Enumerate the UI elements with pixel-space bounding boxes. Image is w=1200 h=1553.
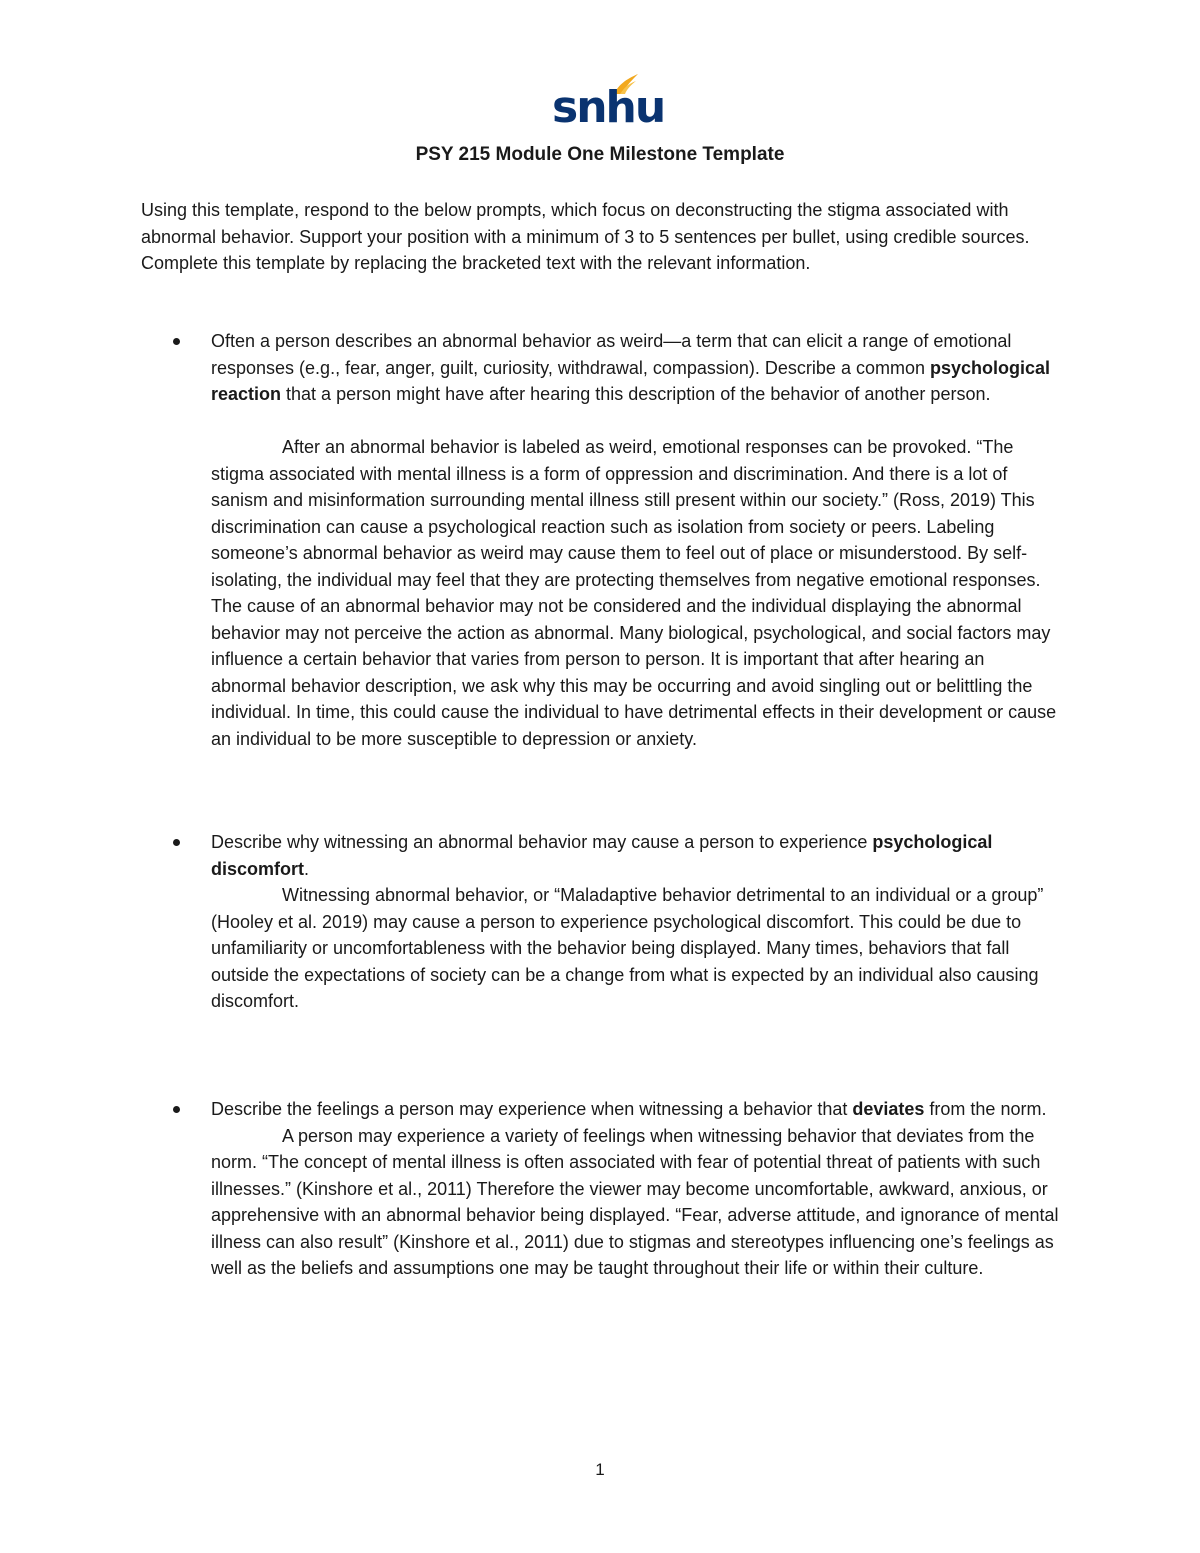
bullet-icon <box>173 839 180 846</box>
prompt-emphasis: psychological discomfort <box>211 832 993 879</box>
prompt-emphasis: deviates <box>852 1099 925 1119</box>
bullet-item <box>211 328 1061 752</box>
prompt-emphasis: psychological reaction <box>211 357 1051 404</box>
bullet-item <box>211 1096 1061 1282</box>
intro-paragraph: Using this template, respond to the below prompts, which focus on deconstructing the stigma associated with abnormal behavior. Support your position with a minimum of 3 to 5 sentences per bullet, using credible sources. Complete this template by replacing the bracketed text with the relevant information. <box>141 200 1030 273</box>
bullet-item <box>211 829 1061 1015</box>
bullet-answer: Witnessing abnormal behavior, or “Maladaptive behavior detrimental to an individual or a group” (Hooley et al. 2019) may cause a person to experience psychological discomfort. This could be due to unfamiliarity or uncomfortableness with the behavior being displayed. Many times, behaviors that fall outside the expectations of society can be a change from what is expected by an individual also causing discomfort. <box>211 885 1044 1011</box>
logo-text: snhu <box>552 82 665 133</box>
bullet-prompt: Often a person describes an abnormal behavior as weird—a term that can elicit a range of emotional responses (e.g., fear, anger, guilt, curiosity, withdrawal, compassion). Describe a common psychological reaction that a person might have after hearing this description of the behavior of another person. <box>211 331 1051 404</box>
bullet-icon <box>173 1106 180 1113</box>
bullet-prompt: Describe the feelings a person may experience when witnessing a behavior that deviates from the norm. <box>211 1099 1047 1119</box>
bullet-prompt: Describe why witnessing an abnormal behavior may cause a person to experience psychological discomfort. <box>211 832 993 879</box>
page-title: PSY 215 Module One Milestone Template <box>415 144 785 165</box>
page-number: 1 <box>595 1460 605 1479</box>
bullet-answer: After an abnormal behavior is labeled as weird, emotional responses can be provoked. “The stigma associated with mental illness is a form of oppression and discrimination. And there is a lot of sanism and misinformation surrounding mental illness still present within our society.” (Ross, 2019) This discrimination can cause a psychological reaction such as isolation from society or peers. Labeling someone’s abnormal behavior as weird may cause them to feel out of place or misunderstood. By self-isolating, the individual may feel that they are protecting themselves from negative emotional responses. The cause of an abnormal behavior may not be considered and the individual displaying the abnormal behavior may not perceive the action as abnormal. Many biological, psychological, and social factors may influence a certain behavior that varies from person to person. It is important that after hearing an abnormal behavior description, we ask why this may be occurring and avoid singling out or belittling the individual. In time, this could cause the individual to have detrimental effects in their development or cause an individual to be more susceptible to depression or anxiety. <box>211 437 1057 749</box>
snhu-logo <box>552 70 665 134</box>
bullet-answer: A person may experience a variety of feelings when witnessing behavior that deviates from the norm. “The concept of mental illness is often associated with fear of potential threat of patients with such illnesses.” (Kinshore et al., 2011) Therefore the viewer may become uncomfortable, awkward, anxious, or apprehensive with an abnormal behavior being displayed. “Fear, adverse attitude, and ignorance of mental illness can also result” (Kinshore et al., 2011) due to stigmas and stereotypes influencing one’s feelings as well as the beliefs and assumptions one may be taught throughout their life or within their culture. <box>211 1125 1059 1278</box>
bullet-icon <box>173 338 180 345</box>
